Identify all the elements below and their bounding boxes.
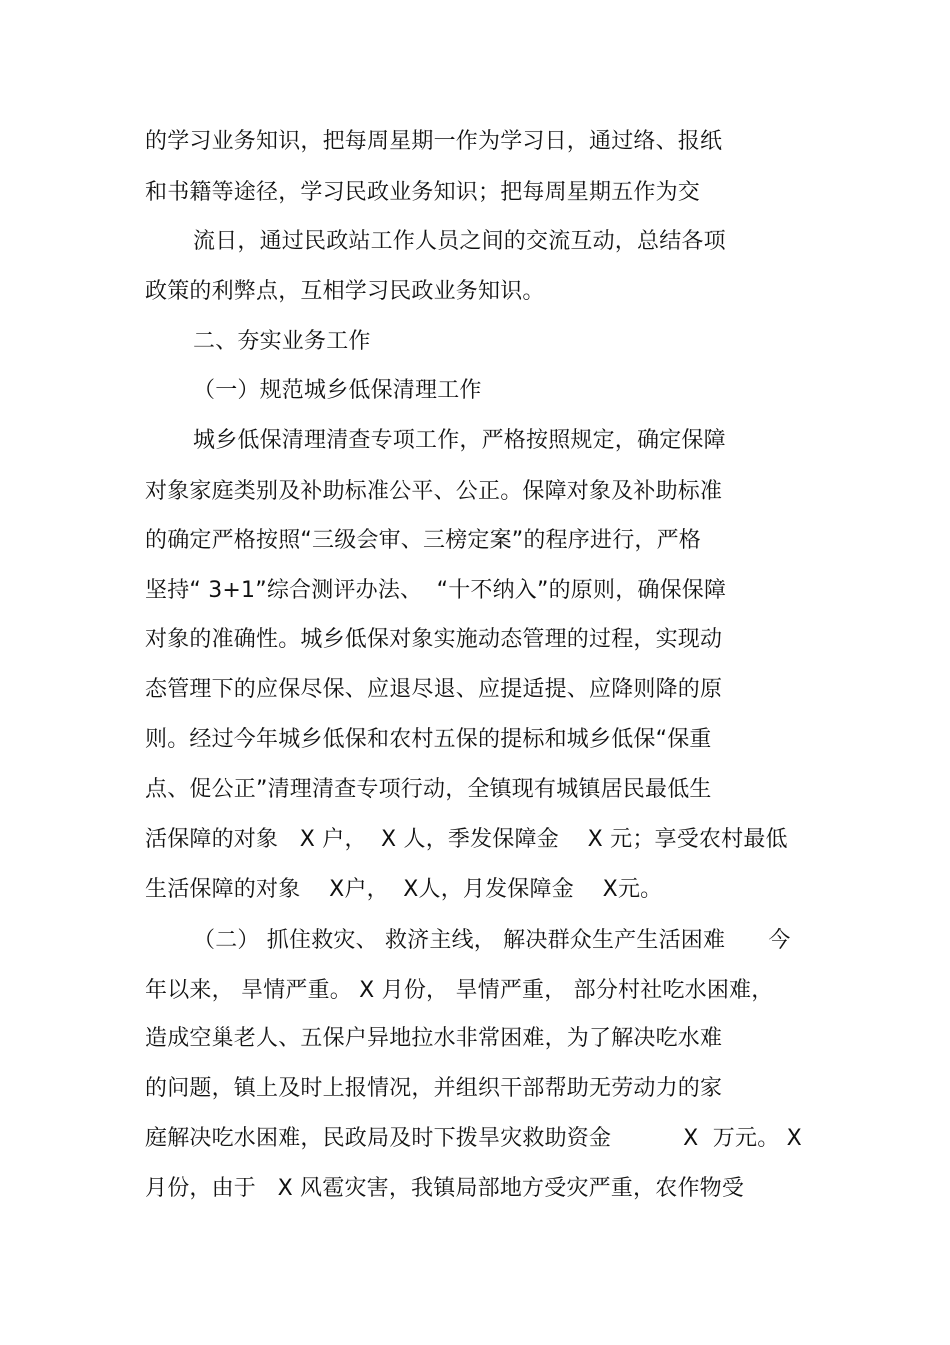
text-line: 庭解决吃水困难，民政局及时下拨旱灾救助资金 X 万元。 X: [145, 1126, 802, 1151]
text-line: 流日，通过民政站工作人员之间的交流互动，总结各项: [193, 229, 726, 254]
text-line: 的确定严格按照“三级会审、三榜定案”的程序进行，严格: [145, 528, 701, 553]
text-line: 城乡低保清理清查专项工作，严格按照规定，确定保障: [193, 428, 726, 453]
text-line: 生活保障的对象 X户， X人，月发保障金 X元。: [145, 877, 663, 902]
text-line: 坚持“ 3+1”综合测评办法、 “十不纳入”的原则，确保保障: [145, 578, 727, 603]
text-line: 和书籍等途径，学习民政业务知识；把每周星期五作为交: [145, 180, 701, 205]
text-line: 政策的利弊点，互相学习民政业务知识。: [145, 279, 545, 304]
subsection-heading: （一）规范城乡低保清理工作: [193, 378, 482, 403]
text-line: 活保障的对象 X 户， X 人，季发保障金 X 元；享受农村最低: [145, 827, 788, 852]
text-line: 则。经过今年城乡低保和农村五保的提标和城乡低保“保重: [145, 727, 712, 752]
text-line: 年以来， 旱情严重。 X 月份， 旱情严重， 部分村社吃水困难，: [145, 978, 774, 1003]
text-line: 态管理下的应保尽保、应退尽退、应提适提、应降则降的原: [145, 677, 723, 702]
text-line: 的问题，镇上及时上报情况，并组织干部帮助无劳动力的家: [145, 1076, 723, 1101]
text-line: 点、促公正”清理清查专项行动，全镇现有城镇居民最低生: [145, 777, 712, 802]
text-line: 造成空巢老人、五保户异地拉水非常困难，为了解决吃水难: [145, 1026, 723, 1051]
text-line: 对象的准确性。城乡低保对象实施动态管理的过程，实现动: [145, 627, 723, 652]
subsection-heading: （二） 抓住救灾、 救济主线， 解决群众生产生活困难 今: [193, 928, 791, 953]
text-line: 月份，由于 X 风雹灾害，我镇局部地方受灾严重，农作物受: [145, 1176, 745, 1201]
text-line: 的学习业务知识，把每周星期一作为学习日，通过络、报纸: [145, 129, 723, 154]
section-heading: 二、夯实业务工作: [193, 329, 371, 354]
text-line: 对象家庭类别及补助标准公平、公正。保障对象及补助标准: [145, 479, 723, 504]
